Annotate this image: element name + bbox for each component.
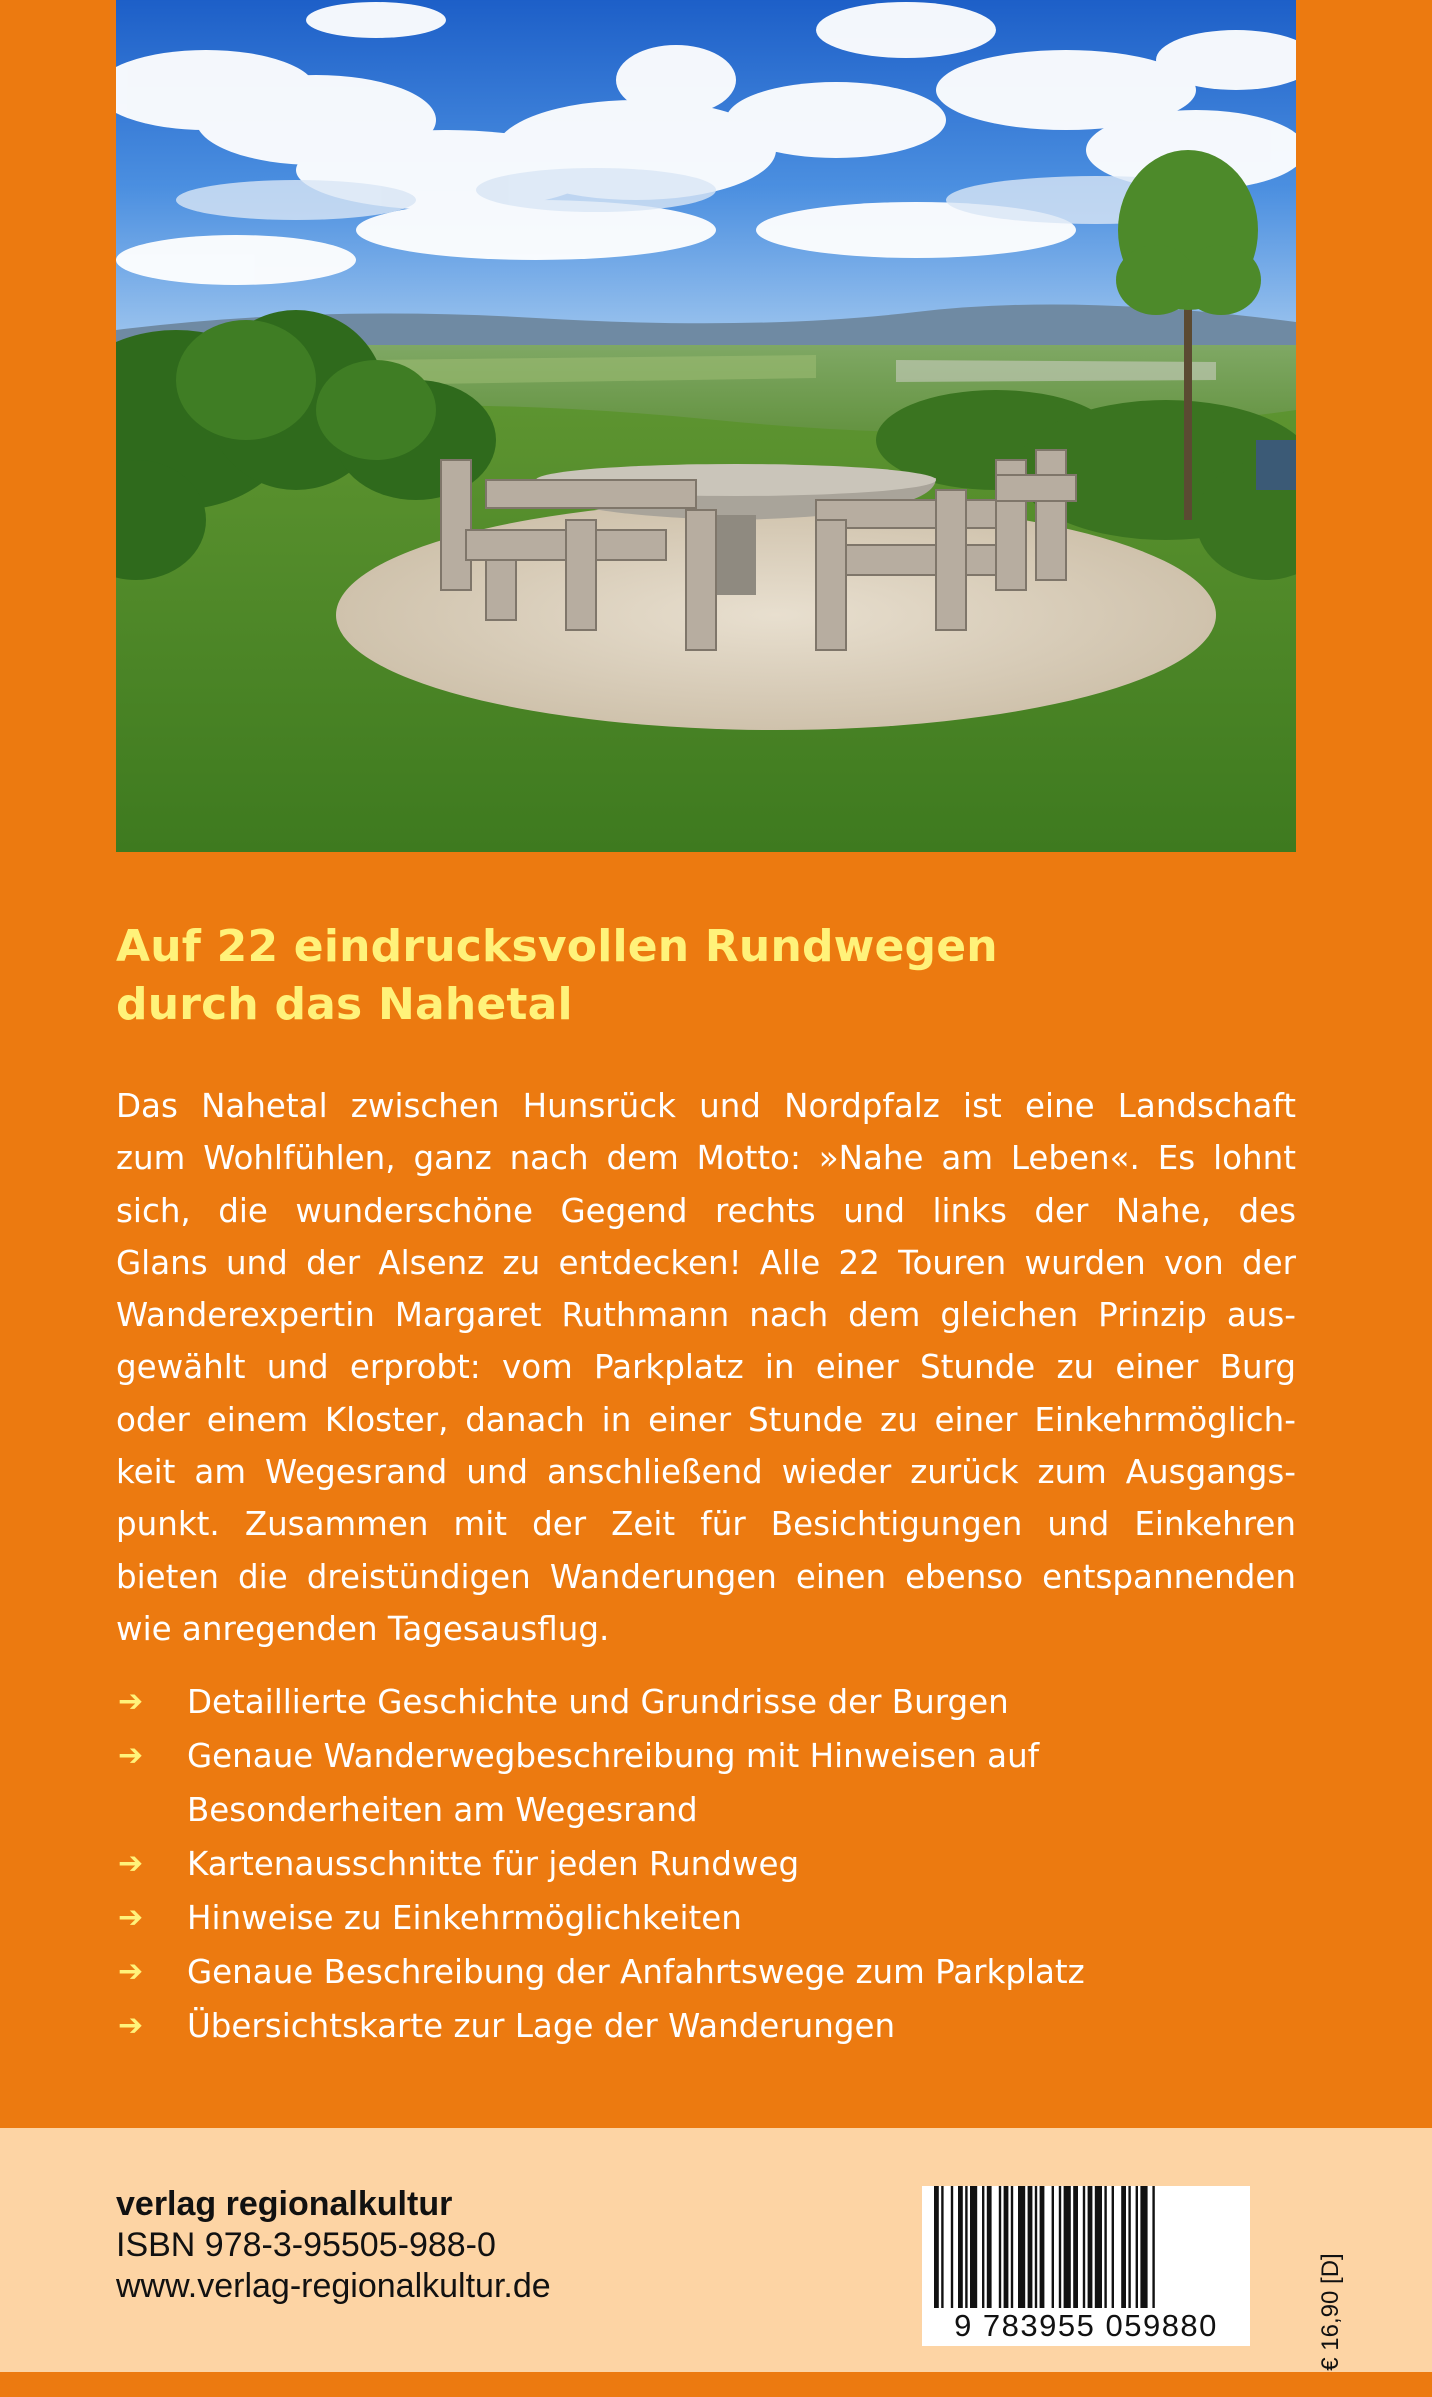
description-line: gewählt und erprobt: vom Parkplatz in einer Stunde zu einer Burg <box>116 1348 1296 1387</box>
barcode-digits: 9 783955 059880 <box>922 2308 1250 2344</box>
barcode-bar <box>965 2186 967 2308</box>
barcode-bar <box>1140 2186 1147 2308</box>
description-line: zum Wohlfühlen, ganz nach dem Motto: »Nahe am Leben«. Es lohnt <box>116 1139 1296 1178</box>
arrow-icon: ➔ <box>118 2008 144 2043</box>
price: € 16,90 [D] <box>1317 2253 1344 2371</box>
arrow-icon: ➔ <box>118 1684 144 1719</box>
barcode-bar <box>1052 2186 1054 2326</box>
barcode-bar <box>987 2186 992 2308</box>
barcode-bar <box>958 2186 963 2308</box>
description-line: oder einem Kloster, danach in einer Stunde zu einer Einkehrmöglich- <box>116 1400 1296 1439</box>
headline <box>116 918 1316 1034</box>
barcode <box>922 2186 1250 2346</box>
feature-text: Hinweise zu Einkehrmöglichkeiten <box>187 1899 742 1937</box>
description-line: Das Nahetal zwischen Hunsrück und Nordpfalz ist eine Landschaft <box>116 1087 1296 1125</box>
barcode-bar <box>1035 2186 1037 2308</box>
barcode-bar <box>1004 2186 1009 2308</box>
barcode-bar <box>1073 2186 1078 2308</box>
cover-photo <box>116 0 1296 852</box>
description-paragraph <box>116 1080 1296 1655</box>
barcode-bar <box>982 2186 984 2308</box>
barcode-bar <box>1028 2186 1033 2308</box>
barcode-bar <box>1083 2186 1085 2308</box>
footer <box>0 2128 1432 2372</box>
barcode-bar <box>941 2186 943 2326</box>
feature-item <box>116 1891 1296 1945</box>
barcode-bar <box>1095 2186 1102 2308</box>
feature-item <box>116 1999 1296 2053</box>
barcode-bar <box>1104 2186 1106 2308</box>
feature-item <box>116 1675 1296 1729</box>
arrow-icon: ➔ <box>118 1954 144 1989</box>
barcode-bar <box>1136 2186 1138 2308</box>
barcode-bar <box>1040 2186 1045 2308</box>
description-line: keit am Wegesrand und anschließend wieder zurück zum Ausgangs- <box>116 1453 1296 1492</box>
barcode-bar <box>1152 2186 1154 2326</box>
feature-text: Genaue Beschreibung der Anfahrtswege zum Parkplatz <box>187 1953 1085 1991</box>
description-line: sich, die wunderschöne Gegend rechts und links der Nahe, des <box>116 1191 1296 1230</box>
barcode-bar <box>1018 2186 1025 2308</box>
arrow-icon: ➔ <box>118 1900 144 1935</box>
barcode-bar <box>951 2186 953 2308</box>
barcode-bar <box>934 2186 939 2326</box>
barcode-bar <box>999 2186 1001 2308</box>
barcode-bar <box>1128 2186 1130 2308</box>
barcode-bar <box>1112 2186 1114 2308</box>
feature-text: Genaue Wanderwegbeschreibung mit Hinweisen auf <box>187 1737 1040 1775</box>
website-link[interactable]: www.verlag-regionalkultur.de <box>116 2267 551 2305</box>
isbn: ISBN 978-3-95505-988-0 <box>116 2226 496 2264</box>
description-line: Wanderexpertin Margaret Ruthmann nach dem gleichen Prinzip aus- <box>116 1296 1296 1335</box>
feature-item <box>116 1837 1296 1891</box>
barcode-bar <box>970 2186 977 2308</box>
arrow-icon: ➔ <box>118 1738 144 1773</box>
barcode-bar <box>1059 2186 1061 2308</box>
description-line: punkt. Zusammen mit der Zeit für Besichtigungen und Einkehren <box>116 1505 1296 1544</box>
headline-line-2: durch das Nahetal <box>116 979 573 1030</box>
description-line: Glans und der Alsenz zu entdecken! Alle 22 Touren wurden von der <box>116 1243 1296 1282</box>
barcode-bar <box>1121 2186 1126 2308</box>
publisher-name: verlag regionalkultur <box>116 2185 453 2223</box>
barcode-bar <box>1064 2186 1071 2308</box>
barcode-bar <box>1088 2186 1093 2308</box>
description-line: wie anregenden Tagesausflug. <box>116 1609 610 1648</box>
feature-text: Kartenausschnitte für jeden Rundweg <box>187 1845 800 1883</box>
feature-item <box>116 1729 1296 1837</box>
description-line: bieten die dreistündigen Wanderungen einen ebenso entspannenden <box>116 1557 1296 1596</box>
feature-text: Besonderheiten am Wegesrand <box>187 1791 698 1829</box>
barcode-bar <box>1011 2186 1013 2308</box>
publisher-info <box>116 2184 551 2307</box>
headline-line-1: Auf 22 eindrucksvollen Rundwegen <box>116 921 998 972</box>
feature-list <box>116 1675 1296 2053</box>
feature-text: Detaillierte Geschichte und Grundrisse der Burgen <box>187 1683 1009 1721</box>
arrow-icon: ➔ <box>118 1846 144 1881</box>
feature-item <box>116 1945 1296 1999</box>
feature-text: Übersichtskarte zur Lage der Wanderungen <box>187 2007 896 2045</box>
